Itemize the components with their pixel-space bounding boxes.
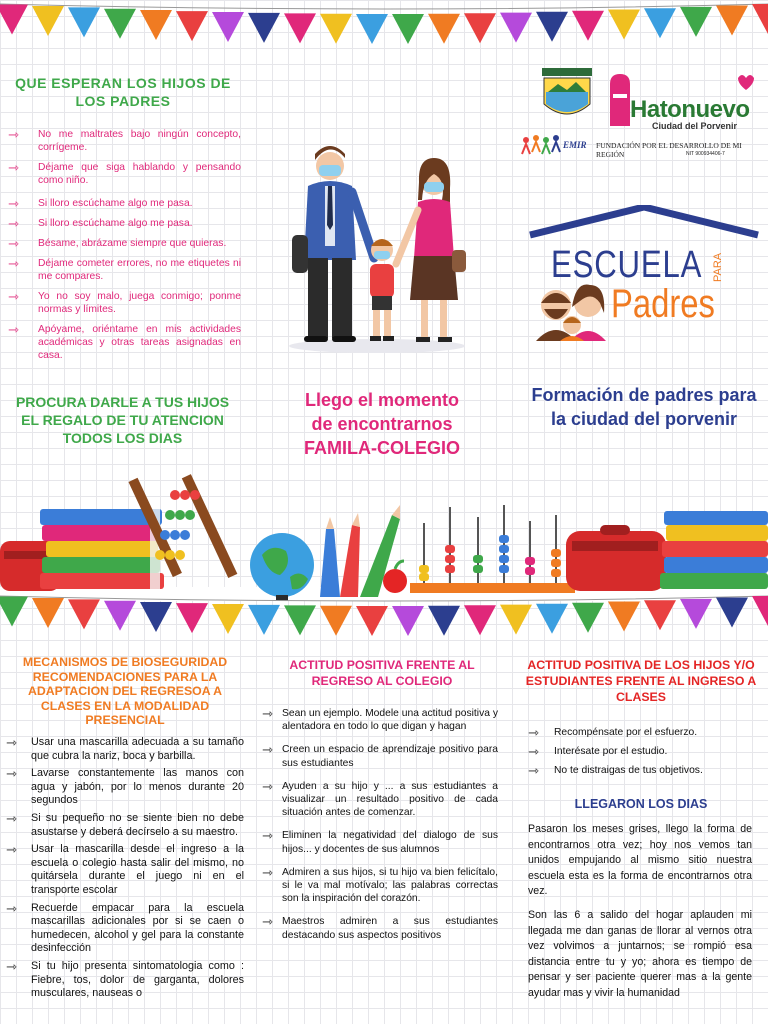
- arrow-icon: ⇾: [8, 322, 19, 337]
- days-title: LLEGARON LOS DIAS: [574, 797, 708, 811]
- bunting-flag: [356, 14, 388, 44]
- arrow-icon: ⇾: [6, 900, 17, 916]
- bunting-flag: [608, 10, 640, 40]
- list-item: ⇾ Usar una mascarilla adecuada a su tamaño que cubra la nariz, boca y barbilla.: [6, 735, 244, 762]
- padres-word: Padres: [611, 282, 715, 326]
- bunting-flag: [752, 4, 768, 34]
- arrow-icon: ⇾: [6, 810, 17, 826]
- bunting-flag: [644, 8, 676, 38]
- bunting-flag: [680, 599, 712, 629]
- bunting-flag: [0, 596, 28, 626]
- arrow-icon: ⇾: [8, 216, 19, 231]
- bunting-flag: [536, 12, 568, 42]
- arrow-icon: ⇾: [262, 778, 273, 794]
- arrow-icon: ⇾: [6, 735, 17, 750]
- list-item: ⇾ Recompénsate por el esfuerzo.: [528, 725, 698, 740]
- list-item: ⇾ Si lloro escúchame algo me pasa.: [8, 196, 193, 211]
- arrow-icon: ⇾: [8, 127, 19, 142]
- family-illustration: [282, 140, 482, 355]
- arrow-icon: ⇾: [262, 742, 273, 758]
- bunting-flag: [32, 6, 64, 36]
- bunting-flag: [176, 603, 208, 633]
- bunting-flag: [248, 605, 280, 635]
- bunting-flag: [500, 13, 532, 43]
- escuela-word: ESCUELA: [551, 244, 703, 286]
- arrow-icon: ⇾: [262, 864, 273, 880]
- school-supplies-illustration: [0, 465, 768, 605]
- list-item: ⇾ Creen un espacio de aprendizaje positivo para sus estudiantes: [262, 742, 498, 769]
- arrow-icon: ⇾: [528, 725, 539, 740]
- biosafety-list: [6, 736, 244, 1005]
- arrow-icon: ⇾: [8, 236, 19, 251]
- bunting-flag: [212, 604, 244, 634]
- bunting-flag: [104, 601, 136, 631]
- bunting-flag: [176, 11, 208, 41]
- meeting-message: [262, 388, 502, 460]
- bunting-flag: [716, 5, 748, 35]
- students-attitude-list: [528, 726, 764, 783]
- list-item: ⇾ Admiren a sus hijos, si tu hijo va bien felicítalo, si le va mal motívalo; las palabras correctas son la inspiración del corazón.: [262, 864, 498, 905]
- list-item: ⇾ Déjame que siga hablando y pensando como niño.: [8, 160, 241, 186]
- bunting-flag: [320, 14, 352, 44]
- emir-name: EMIR: [563, 140, 587, 150]
- arrow-icon: ⇾: [262, 828, 273, 844]
- bunting-flag: [320, 606, 352, 636]
- bunting-flag: [284, 605, 316, 635]
- list-item: ⇾ Maestros admiren a sus estudiantes destacando sus aspectos positivos: [262, 914, 498, 941]
- days-paragraph-1: Pasaron los meses grises, llego la forma de encontrarnos otra vez; hoy nos vemos tan unidos empujando al mismo sitio nuestra escuela esta es la forma de encontrarnos otra vez.: [528, 823, 752, 897]
- days-paragraph-2: Son las 6 a salido del hogar aplauden mi llegada me dan ganas de llorar al vernos otra vez volvimos a juntarnos; se rompió esa distancia entre tu y yo; ahora es tiempo de pensar y ser paciente querer mas a la gente ayudar mas y vivir la humanidad: [528, 909, 752, 999]
- bunting-flag: [284, 13, 316, 43]
- arrow-icon: ⇾: [262, 914, 273, 930]
- bunting-flag: [428, 606, 460, 636]
- list-item: ⇾ Yo no soy malo, juega conmigo; ponme normas y límites.: [8, 289, 241, 315]
- emir-people-icon: [522, 135, 560, 154]
- students-attitude-title: ACTITUD POSITIVA DE LOS HIJOS Y/O ESTUDIANTES FRENTE AL INGRESO A CLASES: [525, 658, 757, 704]
- bunting-flag: [68, 599, 100, 629]
- attention-message: PROCURA DARLE A TUS HIJOS EL REGALO DE TU ATENCION TODOS LOS DIAS: [15, 394, 230, 446]
- bunting-flag: [680, 7, 712, 37]
- wishes-title: QUE ESPERAN LOS HIJOS DE LOS PADRES: [15, 75, 231, 109]
- arrow-icon: ⇾: [6, 842, 17, 858]
- arrow-icon: ⇾: [528, 744, 539, 759]
- bead-counter-icon: [410, 505, 575, 593]
- meeting-line-2: de encontrarnos: [311, 414, 453, 434]
- books-icon: [660, 511, 768, 589]
- list-item: ⇾ Ayuden a su hijo y ... a sus estudiantes a visualizar un resultado positivo de cada situación antes de comenzar.: [262, 778, 498, 819]
- foundation-name: FUNDACIÓN POR EL DESARROLLO DE MI REGIÓN: [596, 141, 742, 159]
- list-item: ⇾ Bésame, abrázame siempre que quieras.: [8, 236, 227, 251]
- list-item: ⇾ Déjame cometer errores, no me etiquetes ni me compares.: [8, 256, 241, 282]
- bunting-flag: [68, 7, 100, 37]
- list-item: ⇾ No me maltrates bajo ningún concepto, corrígeme.: [8, 127, 241, 153]
- arrow-icon: ⇾: [6, 766, 17, 782]
- biosafety-title: MECANISMOS DE BIOSEGURIDAD RECOMENDACIONES PARA LA ADAPTACION DEL REGRESOA A CLASES EN LA MODALIDAD PRESENCIAL: [22, 655, 228, 727]
- list-item: ⇾ Apóyame, oriéntame en mis actividades académicas y otras tareas asignadas en casa.: [8, 322, 241, 361]
- bunting-flag: [104, 9, 136, 39]
- bunting-flag: [32, 598, 64, 628]
- bunting-flag: [464, 13, 496, 43]
- positive-attitude-title: ACTITUD POSITIVA FRENTE AL REGRESO AL COLEGIO: [289, 658, 475, 688]
- wishes-list: [8, 128, 241, 369]
- arrow-icon: ⇾: [8, 289, 19, 304]
- bunting-middle: [0, 592, 768, 652]
- arrow-icon: ⇾: [8, 256, 19, 271]
- list-item: ⇾ Usar la mascarilla desde el ingreso a la escuela o colegio hasta salir del mismo, no quitársela durante el juego ni en el transporte escolar: [6, 842, 244, 896]
- bunting-flag: [392, 14, 424, 44]
- hatonuevo-title: Hatonuevo: [630, 96, 750, 123]
- arrow-icon: ⇾: [6, 958, 17, 974]
- coat-of-arms-icon: [542, 68, 592, 114]
- bunting-flag: [644, 600, 676, 630]
- bunting-flag: [464, 605, 496, 635]
- bunting-flag: [716, 597, 748, 627]
- arrow-icon: ⇾: [8, 160, 19, 175]
- list-item: ⇾ No te distraigas de tus objetivos.: [528, 763, 703, 778]
- bunting-top: [0, 0, 768, 60]
- bunting-flag: [752, 596, 768, 626]
- meeting-line-1: Llego el momento: [304, 390, 459, 410]
- bunting-flag: [608, 602, 640, 632]
- parents-faces-icon: [536, 284, 606, 341]
- bunting-flag: [500, 605, 532, 635]
- bunting-flag: [536, 604, 568, 634]
- bunting-flag: [572, 11, 604, 41]
- formation-message: Formación de padres para la ciudad del porvenir: [531, 385, 757, 429]
- list-item: ⇾ Sean un ejemplo. Modele una actitud positiva y alentadora en todo lo que digan y hagan: [262, 706, 498, 733]
- arrow-icon: ⇾: [8, 196, 19, 211]
- para-word: PARA: [712, 252, 724, 282]
- list-item: ⇾ Interésate por el estudio.: [528, 744, 668, 759]
- bunting-flag: [248, 13, 280, 43]
- list-item: ⇾ Si lloro escúchame algo me pasa.: [8, 216, 193, 231]
- list-item: ⇾ Lavarse constantemente las manos con agua y jabón, por lo menos durante 20 segundos: [6, 766, 244, 807]
- arrow-icon: ⇾: [528, 763, 539, 778]
- list-item: ⇾ Recuerde empacar para la escuela mascarillas adicionales por si se caen o humedecen, alcohol y gel para la constante desinfección: [6, 900, 244, 955]
- backpack-icon: [566, 525, 666, 591]
- list-item: ⇾ Eliminen la negatividad del dialogo de sus hijos... y docentes de sus alumnos: [262, 828, 498, 855]
- hatonuevo-subtitle: Ciudad del Porvenir: [652, 121, 738, 131]
- bunting-flag: [392, 606, 424, 636]
- bunting-flag: [212, 12, 244, 42]
- bunting-flag: [0, 4, 28, 34]
- bunting-flag: [140, 602, 172, 632]
- list-item: ⇾ Si su pequeño no se siente bien no debe asustarse y deberá decírselo a su maestro.: [6, 810, 244, 838]
- bunting-flag: [428, 14, 460, 44]
- list-item: ⇾ Si tu hijo presenta sintomatologia como : Fiebre, tos, dolor de garganta, dolores musculares, nauseas o: [6, 958, 244, 1000]
- books-icon: [40, 509, 164, 589]
- arrow-icon: ⇾: [262, 706, 273, 721]
- bunting-flag: [356, 606, 388, 636]
- foundation-nit: NIT 900934406-7: [686, 151, 725, 157]
- positive-attitude-list: [262, 707, 498, 952]
- meeting-line-3: FAMILA-COLEGIO: [304, 438, 460, 458]
- bunting-flag: [140, 10, 172, 40]
- bunting-flag: [572, 603, 604, 633]
